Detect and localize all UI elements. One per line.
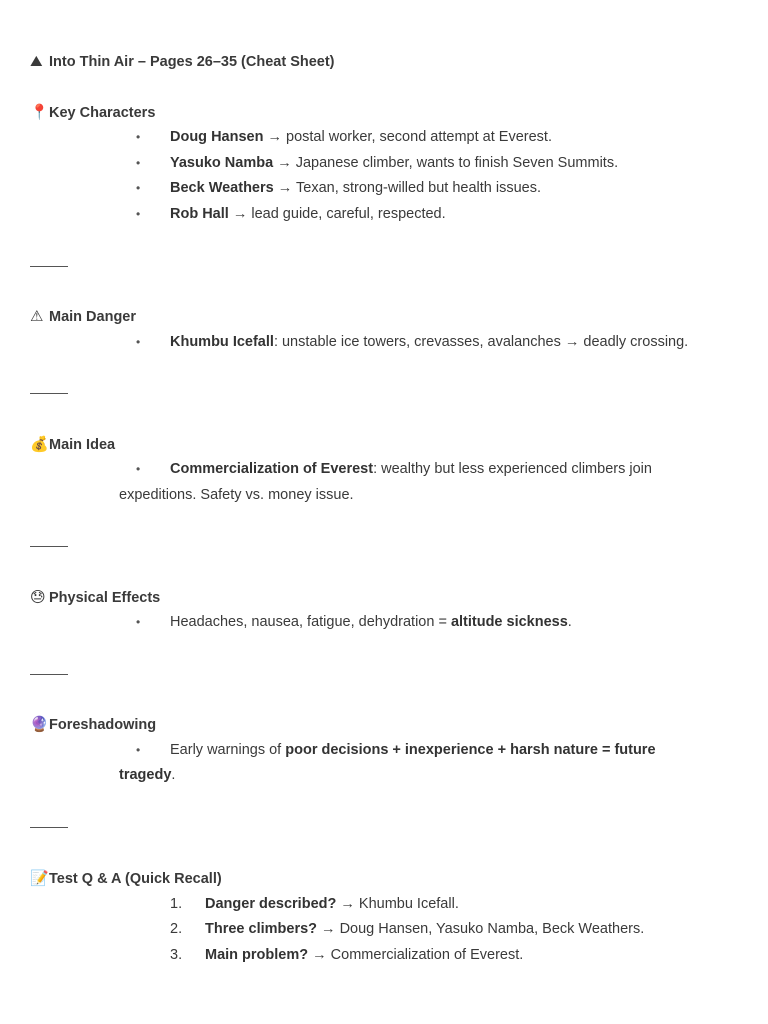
qa-number: 1. xyxy=(170,896,183,912)
bullet-icon: • xyxy=(136,335,141,349)
list-item-continuation xyxy=(119,485,354,505)
section-divider xyxy=(30,827,68,828)
section-heading-key-characters xyxy=(30,102,155,123)
foreshadow-bold-continued: tragedy xyxy=(119,767,172,783)
list-item xyxy=(136,332,688,352)
qa-number: 2. xyxy=(170,921,183,937)
idea-desc: : wealthy but less experienced climbers join xyxy=(373,461,652,477)
character-name: Doug Hansen xyxy=(170,129,264,145)
section-divider xyxy=(30,266,68,267)
qa-item xyxy=(170,945,523,965)
idea-desc-continued: expeditions. Safety vs. money issue. xyxy=(119,487,354,503)
character-name: Beck Weathers xyxy=(170,180,274,196)
list-item xyxy=(136,127,552,147)
qa-question: Main problem? xyxy=(205,947,309,963)
bullet-icon: • xyxy=(136,181,141,195)
list-item-continuation xyxy=(119,765,175,785)
danger-name: Khumbu Icefall xyxy=(170,334,274,350)
section-heading-main-danger xyxy=(30,306,136,327)
qa-item xyxy=(170,894,459,914)
mountain-icon: ⛰ xyxy=(30,52,43,70)
section-heading-text: Main Idea xyxy=(49,437,116,453)
qa-answer: → Commercialization of Everest. xyxy=(308,947,524,963)
character-name: Yasuko Namba xyxy=(170,155,274,171)
qa-number: 3. xyxy=(170,947,183,963)
sweating-face-icon: 😓 xyxy=(30,588,46,606)
bullet-icon: • xyxy=(136,615,141,629)
list-item xyxy=(136,612,572,632)
qa-question: Danger described? xyxy=(205,896,337,912)
qa-answer: → Doug Hansen, Yasuko Namba, Beck Weathers. xyxy=(317,921,645,937)
list-item xyxy=(136,204,446,224)
section-divider xyxy=(30,393,68,394)
section-heading-text: Key Characters xyxy=(49,105,156,121)
foreshadow-bold: poor decisions + inexperience + harsh nature = future xyxy=(285,742,656,758)
bullet-icon: • xyxy=(136,207,141,221)
effects-end: . xyxy=(567,614,572,630)
idea-name: Commercialization of Everest xyxy=(170,461,374,477)
bullet-icon: • xyxy=(136,462,141,476)
list-item xyxy=(136,153,618,173)
section-heading-text: Physical Effects xyxy=(49,590,161,606)
character-desc: → postal worker, second attempt at Everest. xyxy=(263,129,552,145)
document-title xyxy=(30,51,335,72)
bullet-icon: • xyxy=(136,743,141,757)
section-heading-text: Foreshadowing xyxy=(49,717,157,733)
section-heading-physical-effects xyxy=(30,587,160,608)
section-heading-test-qa xyxy=(30,868,222,889)
character-desc: → lead guide, careful, respected. xyxy=(228,206,446,222)
warning-icon: ⚠ xyxy=(30,307,44,325)
foreshadow-end: . xyxy=(171,767,176,783)
character-name: Rob Hall xyxy=(170,206,229,222)
list-item xyxy=(136,740,656,760)
bullet-icon: • xyxy=(136,130,141,144)
section-heading-main-idea xyxy=(30,434,115,455)
qa-question: Three climbers? xyxy=(205,921,318,937)
effects-bold: altitude sickness xyxy=(450,614,568,630)
memo-icon: 📝 xyxy=(30,869,49,887)
section-heading-text: Main Danger xyxy=(49,309,137,325)
section-heading-text: Test Q & A (Quick Recall) xyxy=(49,871,222,887)
bullet-icon: • xyxy=(136,156,141,170)
effects-text: Headaches, nausea, fatigue, dehydration = xyxy=(170,614,451,630)
character-desc: → Texan, strong-willed but health issues. xyxy=(273,180,542,196)
qa-answer: → Khumbu Icefall. xyxy=(336,896,459,912)
document-title-text: Into Thin Air – Pages 26–35 (Cheat Sheet) xyxy=(49,54,335,70)
list-item xyxy=(136,178,541,198)
qa-item xyxy=(170,919,644,939)
character-desc: → Japanese climber, wants to finish Seven Summits. xyxy=(273,155,619,171)
foreshadow-text: Early warnings of xyxy=(170,742,286,758)
crystal-ball-icon: 🔮 xyxy=(30,715,49,733)
danger-desc: : unstable ice towers, crevasses, avalanches → deadly crossing. xyxy=(273,334,689,350)
section-heading-foreshadowing xyxy=(30,714,156,735)
pin-icon: 📍 xyxy=(30,103,49,121)
section-divider xyxy=(30,674,68,675)
money-bag-icon: 💰 xyxy=(30,435,49,453)
section-divider xyxy=(30,546,68,547)
list-item xyxy=(136,459,652,479)
